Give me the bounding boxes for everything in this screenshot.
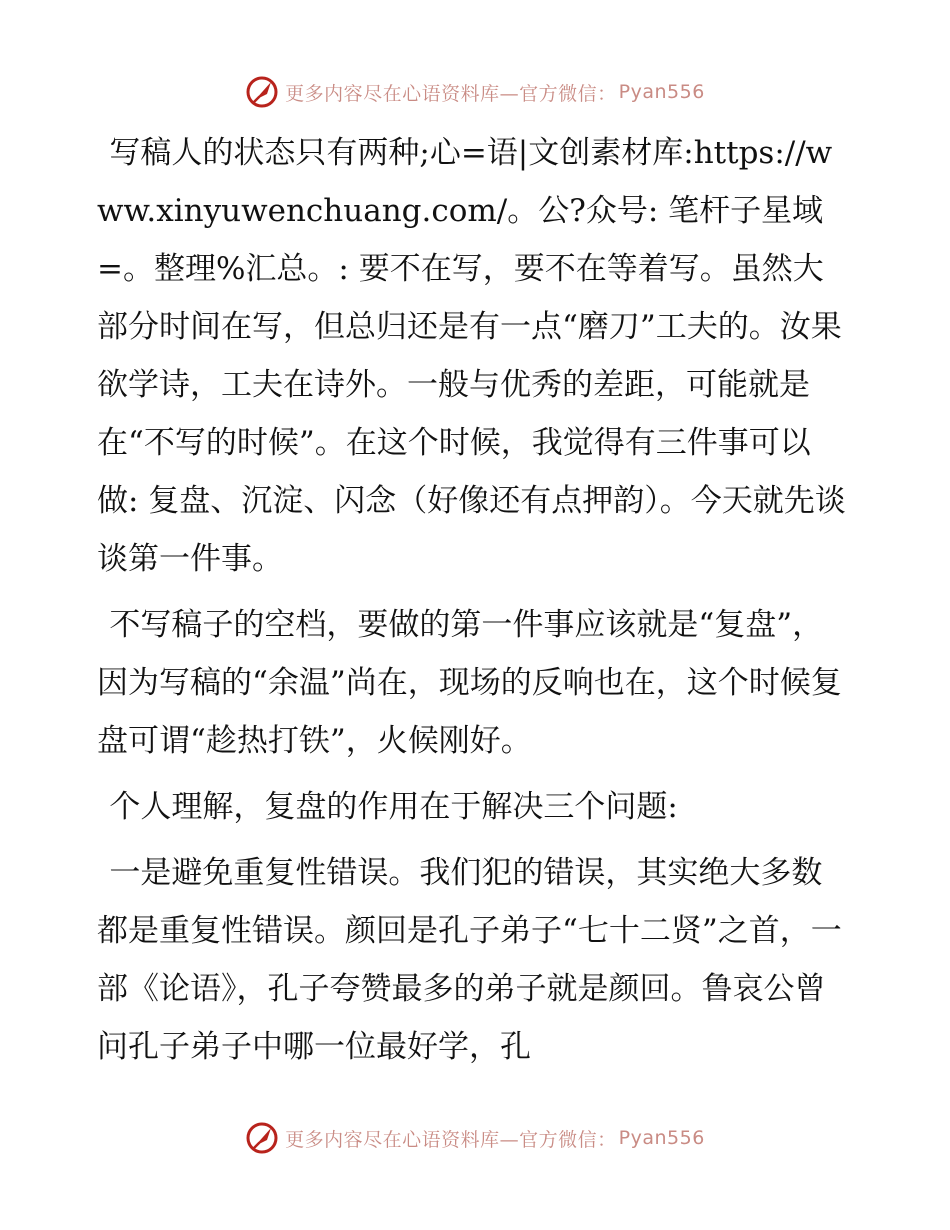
paragraph-3: 个人理解，复盘的作用在于解决三个问题: — [109, 789, 678, 825]
watermark-wechat-id: Pyan556 — [618, 1127, 705, 1149]
paragraph-4: 一是避免重复性错误。我们犯的错误，其实绝大多数都是重复性错误。颜回是孔子弟子“七十二贤”之首，一部《论语》，孔子夸赞最多的弟子就是颜回。鲁哀公曾问孔子弟子中哪一位最好学，孔 — [97, 855, 842, 1065]
paragraph-2: 不写稿子的空档，要做的第一件事应该就是“复盘”，因为写稿的“余温”尚在，现场的反响也在，这个时候复盘可谓“趁热打铁”，火候刚好。 — [97, 607, 842, 759]
document-body — [97, 124, 852, 1076]
quill-logo-icon — [245, 75, 279, 109]
watermark-text: 更多内容尽在心语资料库—官方微信： — [285, 1128, 617, 1151]
quill-logo-icon — [245, 1121, 279, 1155]
paragraph-1: 写稿人的状态只有两种;心=语|文创素材库:https://www.xinyuwenchuang.com/。公?众号: 笔杆子星域=。整理%汇总。: 要不在写，要不在等着写。虽然大部分时间在写，但总归还是有一点“磨刀”工夫的。汝果欲学诗，工夫在诗外。一般与优秀的差距，可能就是在“不写的时候”。在这个时候，我觉得有三件事可以做: 复盘、沉淀、闪念（好像还有点押韵）。今天就先谈谈第一件事。 — [97, 135, 846, 577]
watermark-footer — [0, 1118, 950, 1158]
watermark-wechat-id: Pyan556 — [618, 81, 705, 103]
watermark-text: 更多内容尽在心语资料库—官方微信： — [285, 82, 617, 105]
watermark-header — [0, 72, 950, 112]
